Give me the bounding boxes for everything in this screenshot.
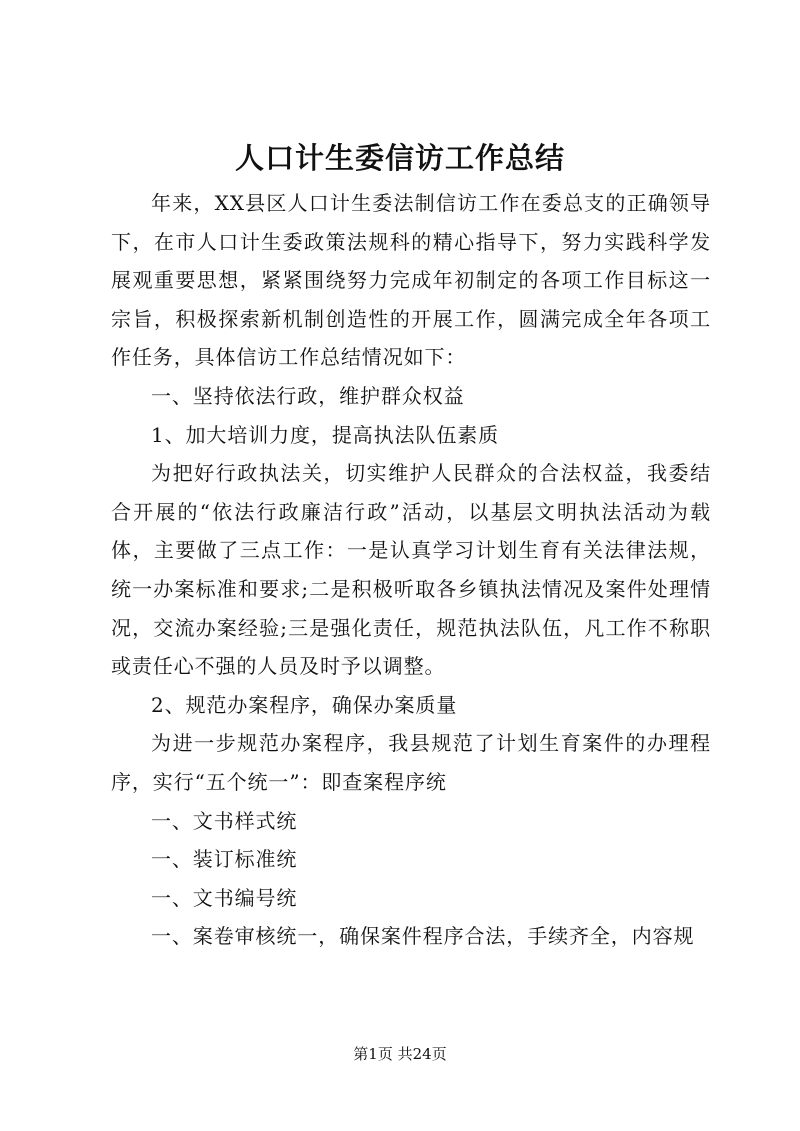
heading-subsection-2: 2、规范办案程序，确保办案质量 (151, 692, 458, 717)
list-item-binding-standard: 一、装订标准统 (151, 847, 298, 872)
document-body (111, 184, 711, 956)
paragraph-intro: 年来，XX县区人口计生委法制信访工作在委总支的正确领导下，在市人口计生委政策法规科的精心指导下，努力实践科学发展观重要思想，紧紧围绕努力完成年初制定的各项工作目标这一宗旨，积极探索新机制创造性的开展工作，圆满完成全年各项工作任务，具体信访工作总结情况如下： (111, 191, 711, 370)
list-item-document-number: 一、文书编号统 (151, 885, 298, 910)
heading-subsection-1: 1、加大培训力度，提高执法队伍素质 (151, 422, 500, 447)
page-footer: 第1页 共24页 (353, 1045, 447, 1063)
paragraph-training: 为把好行政执法关，切实维护人民群众的合法权益，我委结合开展的“依法行政廉洁行政”活动，以基层文明执法活动为载体，主要做了三点工作：一是认真学习计划生育有关法律法规，统一办案标准和要求;二是积极听取各乡镇执法情况及案件处理情况，交流办案经验;三是强化责任，规范执法队伍，凡工作不称职或责任心不强的人员及时予以调整。 (111, 461, 711, 679)
list-item-case-review: 一、案卷审核统一，确保案件程序合法，手续齐全，内容规 (151, 924, 695, 949)
heading-section-1: 一、坚持依法行政，维护群众权益 (151, 383, 465, 408)
paragraph-procedure: 为进一步规范办案程序，我县规范了计划生育案件的办理程序，实行“五个统一”：即查案程序统 (111, 731, 711, 794)
list-item-document-style: 一、文书样式统 (151, 808, 298, 833)
document-title: 人口计生委信访工作总结 (234, 141, 565, 175)
